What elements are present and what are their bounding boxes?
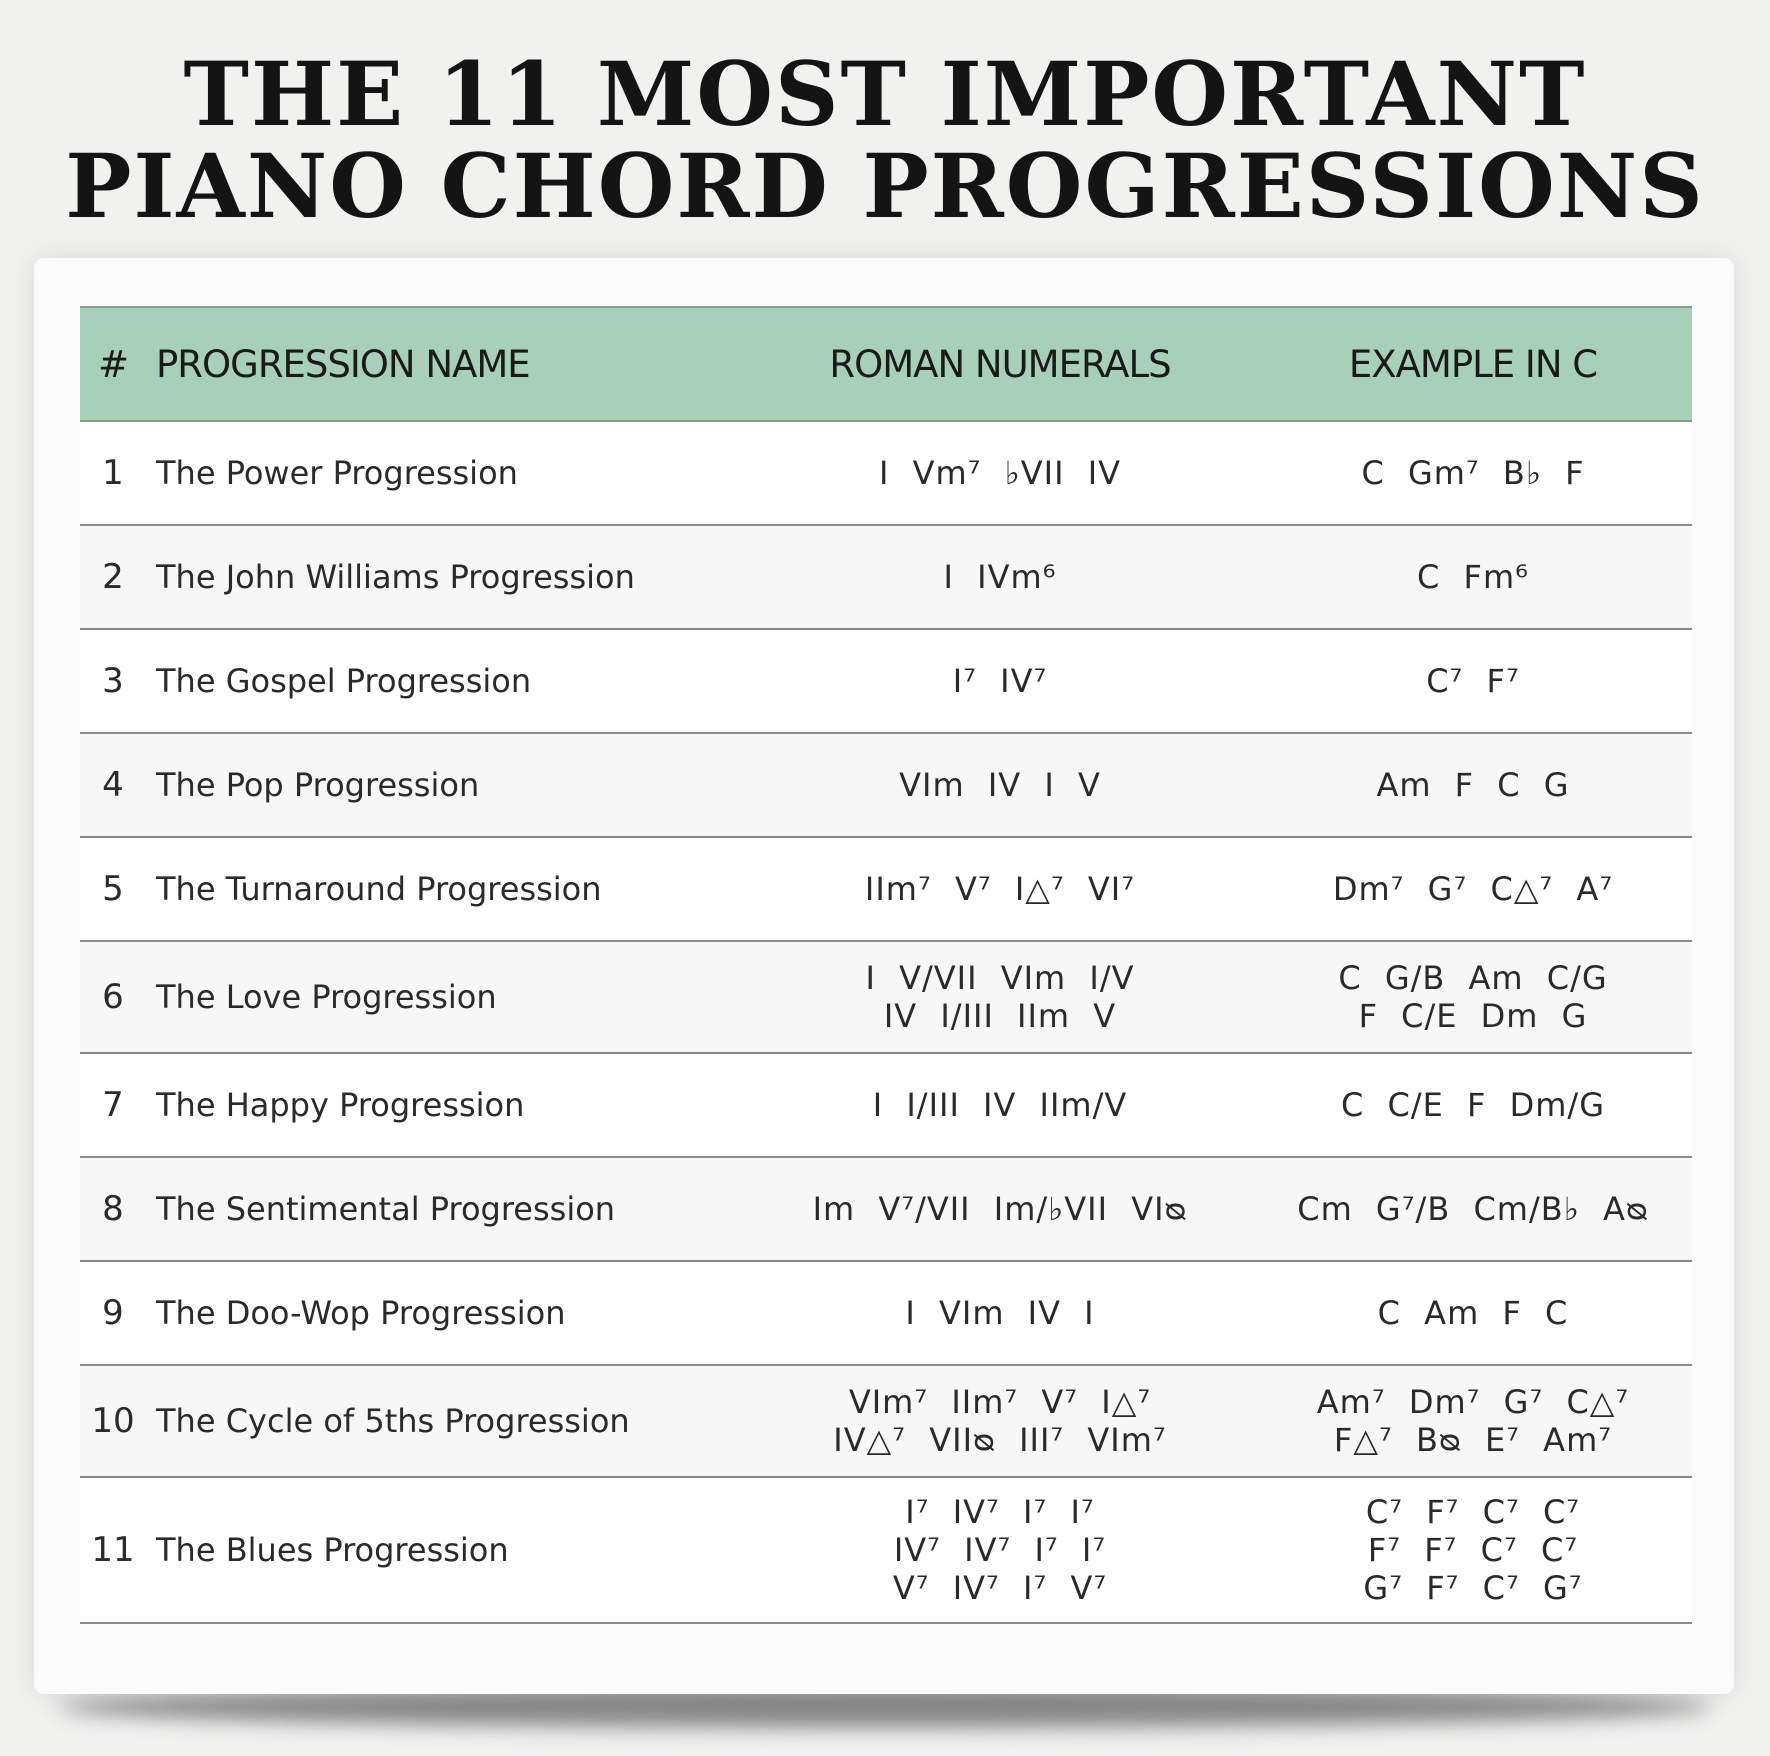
example-in-c [1254,454,1692,492]
header-num: # [97,342,128,386]
roman-line: IV⁷ IV⁷ I⁷ I⁷ [893,1531,1107,1569]
roman-numerals [746,1294,1254,1332]
example-line: F△⁷ Bᴓ E⁷ Am⁷ [1333,1421,1613,1459]
roman-line: IV I/III IIm V [883,997,1117,1035]
roman-numerals [746,1383,1254,1459]
row-number: 4 [102,765,124,805]
table-row [80,942,1692,1054]
example-line: Cm G⁷/B Cm/B♭ Aᴓ [1297,1190,1649,1228]
table-row [80,734,1692,838]
roman-numerals [746,766,1254,804]
table-row [80,1054,1692,1158]
row-number: 9 [102,1293,124,1333]
progression-name: The Power Progression [156,454,518,492]
example-line: C Am F C [1377,1294,1569,1332]
table-row [80,1478,1692,1624]
roman-line: Im V⁷/VII Im/♭VII VIᴓ [812,1190,1188,1228]
row-number: 10 [91,1401,135,1441]
row-number: 2 [102,557,124,597]
example-line: C⁷ F⁷ [1426,662,1520,700]
roman-numerals [746,870,1254,908]
roman-line: I VIm IV I [905,1294,1095,1332]
example-in-c [1254,1383,1692,1459]
example-line: F⁷ F⁷ C⁷ C⁷ [1367,1531,1579,1569]
row-number: 3 [102,661,124,701]
example-line: F C/E Dm G [1358,997,1588,1035]
roman-line: VIm⁷ IIm⁷ V⁷ I△⁷ [848,1383,1152,1421]
row-number: 6 [102,977,124,1017]
progression-name: The Sentimental Progression [156,1190,616,1228]
progression-name: The Cycle of 5ths Progression [156,1402,630,1440]
table-row [80,1262,1692,1366]
roman-numerals [746,1190,1254,1228]
row-number: 1 [102,453,124,493]
roman-line: I V/VII VIm I/V [865,959,1135,997]
progression-name: The Blues Progression [156,1531,509,1569]
progression-name: The Turnaround Progression [156,870,602,908]
progression-name: The John Williams Progression [156,558,635,596]
progression-name: The Gospel Progression [156,662,532,700]
table-body [80,422,1692,1624]
example-in-c [1254,1190,1692,1228]
row-number: 7 [102,1085,124,1125]
example-in-c [1254,1294,1692,1332]
example-in-c [1254,1493,1692,1607]
roman-line: I IVm⁶ [943,558,1057,596]
example-in-c [1254,558,1692,596]
header-roman: ROMAN NUMERALS [829,342,1171,386]
title-line-1: THE 11 MOST IMPORTANT [183,42,1587,146]
roman-numerals [746,558,1254,596]
progression-name: The Pop Progression [156,766,480,804]
roman-line: I⁷ IV⁷ I⁷ I⁷ [905,1493,1095,1531]
example-line: G⁷ F⁷ C⁷ G⁷ [1363,1569,1583,1607]
roman-line: I⁷ IV⁷ [952,662,1048,700]
row-number: 11 [91,1530,135,1570]
example-line: C G/B Am C/G [1338,959,1608,997]
title-line-2: PIANO CHORD PROGRESSIONS [65,134,1705,238]
header-example: EXAMPLE IN C [1348,342,1598,386]
progression-name: The Happy Progression [156,1086,525,1124]
table-row [80,422,1692,526]
row-number: 8 [102,1189,124,1229]
roman-line: I Vm⁷ ♭VII IV [878,454,1122,492]
example-in-c [1254,662,1692,700]
header-name: PROGRESSION NAME [156,342,530,386]
example-line: Am F C G [1376,766,1570,804]
example-line: C Gm⁷ B♭ F [1361,454,1585,492]
roman-numerals [746,1086,1254,1124]
roman-numerals [746,1493,1254,1607]
row-number: 5 [102,869,124,909]
table-row [80,630,1692,734]
example-in-c [1254,1086,1692,1124]
progression-name: The Doo-Wop Progression [156,1294,566,1332]
example-line: C C/E F Dm/G [1341,1086,1605,1124]
example-line: Dm⁷ G⁷ C△⁷ A⁷ [1332,870,1614,908]
table-row [80,1158,1692,1262]
progressions-table [80,306,1692,1624]
example-in-c [1254,959,1692,1035]
table-row [80,526,1692,630]
page-title [0,42,1770,238]
roman-line: V⁷ IV⁷ I⁷ V⁷ [892,1569,1108,1607]
table-row [80,838,1692,942]
example-in-c [1254,766,1692,804]
roman-line: VIm IV I V [899,766,1101,804]
progression-name: The Love Progression [156,978,497,1016]
roman-numerals [746,662,1254,700]
roman-numerals [746,454,1254,492]
table-row [80,1366,1692,1478]
example-line: C⁷ F⁷ C⁷ C⁷ [1365,1493,1581,1531]
example-line: C Fm⁶ [1417,558,1529,596]
example-line: Am⁷ Dm⁷ G⁷ C△⁷ [1316,1383,1630,1421]
example-in-c [1254,870,1692,908]
table-header [80,306,1692,422]
roman-line: IV△⁷ VIIᴓ III⁷ VIm⁷ [833,1421,1167,1459]
roman-numerals [746,959,1254,1035]
roman-line: IIm⁷ V⁷ I△⁷ VI⁷ [864,870,1136,908]
roman-line: I I/III IV IIm/V [872,1086,1128,1124]
